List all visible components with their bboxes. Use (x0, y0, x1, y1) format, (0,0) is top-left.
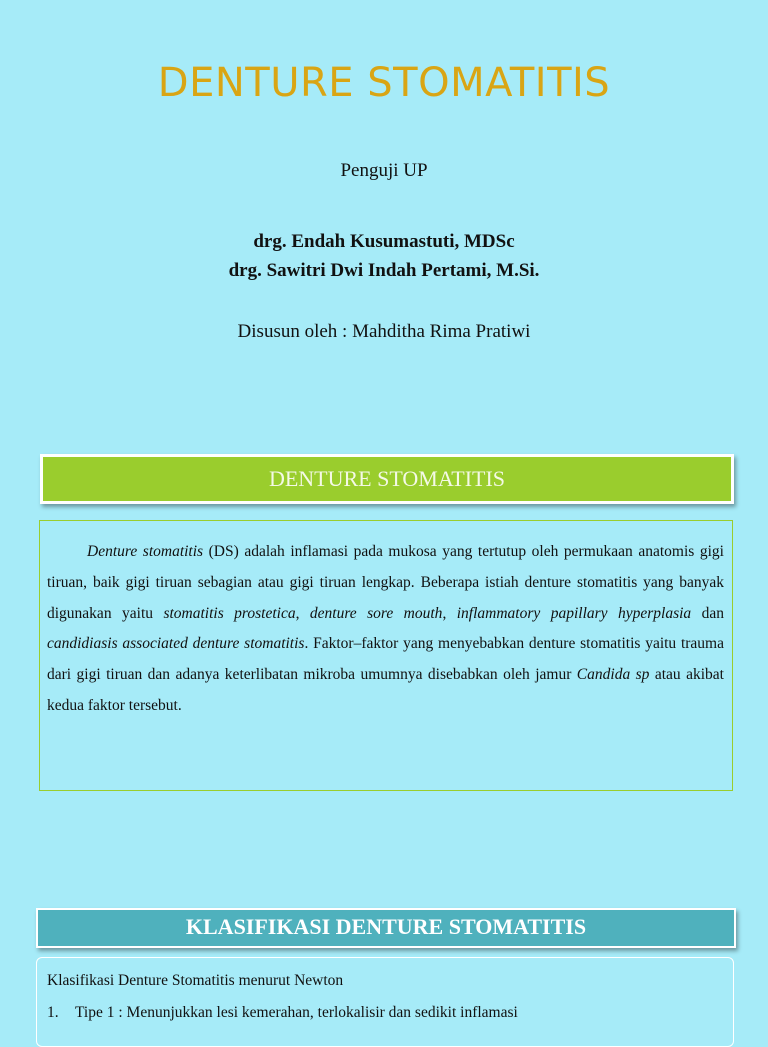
definition-paragraph (47, 537, 724, 722)
text: (DS) adalah inflamasi pada mukosa yang tertutup oleh permukaan anatomis gigi tiruan, baik gigi tiruan sebagian atau gigi tiruan lengkap. Beberapa istiah denture stomatitis yang banyak digunakan yaitu (47, 543, 724, 622)
text-italic: Candida sp (576, 666, 650, 684)
text: , (295, 604, 310, 622)
section-header-klasifikasi: KLASIFIKASI DENTURE STOMATITIS (36, 908, 736, 948)
text-italic: candidiasis associated denture stomatitis (47, 635, 305, 653)
text-italic: stomatitis prostetica (163, 604, 296, 622)
classification-intro: Klasifikasi Denture Stomatitis menurut Newton (47, 972, 344, 989)
text-italic: inflammatory papillary hyperplasia (456, 604, 692, 622)
author-line: Disusun oleh : Mahditha Rima Pratiwi (237, 321, 531, 342)
list-item-text: Tipe 1 : Menunjukkan lesi kemerahan, terlokalisir dan sedikit inflamasi (75, 1004, 518, 1021)
text-italic: Denture stomatitis (87, 543, 204, 560)
text-italic: denture sore mouth (309, 604, 443, 622)
section-header-denture-stomatitis: DENTURE STOMATITIS (40, 454, 734, 504)
examiner-2: drg. Sawitri Dwi Indah Pertami, M.Si. (228, 260, 540, 281)
text: atau akibat kedua faktor tersebut. (47, 666, 724, 714)
examiner-1: drg. Endah Kusumastuti, MDSc (253, 231, 515, 252)
slide-title: DENTURE STOMATITIS (157, 60, 611, 106)
classification-box (36, 957, 734, 1047)
definition-box (39, 520, 733, 791)
list-item (47, 1004, 723, 1022)
subtitle: Penguji UP (340, 160, 428, 181)
text: , (442, 604, 457, 622)
list-item-number: 1. (47, 1004, 59, 1021)
text: . Faktor–faktor yang menyebabkan denture stomatitis yaitu trauma dari gigi tiruan dan adanya keterlibatan mikroba umumnya disebabkan oleh jamur (47, 635, 724, 684)
text: dan (691, 604, 724, 622)
